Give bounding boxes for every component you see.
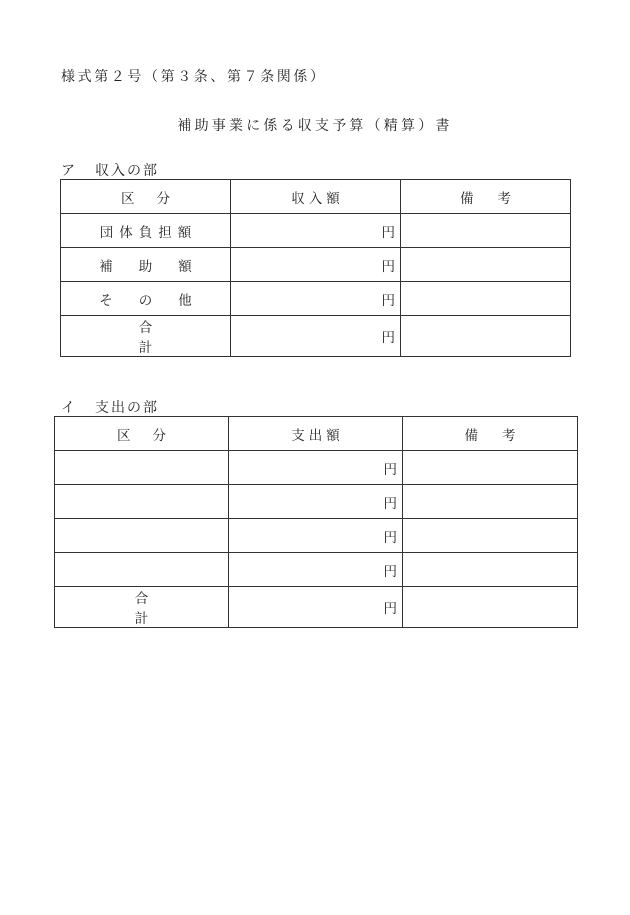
income-row-amount: 円 [231, 248, 401, 282]
expense-row [55, 553, 578, 587]
expense-row [55, 451, 578, 485]
expense-header-row [55, 417, 578, 451]
income-total-row [61, 316, 571, 357]
income-row [61, 248, 571, 282]
income-total-label: 合計 [61, 316, 231, 357]
income-table [60, 179, 571, 357]
income-col-note: 備考 [401, 180, 571, 214]
expense-row-note [403, 451, 578, 485]
expense-total-row [55, 587, 578, 628]
expense-row-amount: 円 [229, 485, 403, 519]
income-heading-label: 収入の部 [95, 163, 159, 179]
document-title: 補助事業に係る収支予算（精算）書 [177, 118, 453, 134]
form-number: 様式第２号（第３条、第７条関係） [61, 69, 327, 85]
income-row-amount: 円 [231, 282, 401, 316]
expense-section-heading [61, 397, 159, 417]
expense-row-amount: 円 [229, 519, 403, 553]
income-row-note [401, 282, 571, 316]
income-heading-kana: ア [61, 163, 77, 179]
expense-row-category [55, 485, 229, 519]
income-col-category: 区分 [61, 180, 231, 214]
income-section-heading [61, 160, 159, 180]
expense-row-category [55, 519, 229, 553]
income-total-note [401, 316, 571, 357]
expense-row-note [403, 485, 578, 519]
income-row [61, 282, 571, 316]
income-row [61, 214, 571, 248]
income-row-amount: 円 [231, 214, 401, 248]
expense-total-label: 合計 [55, 587, 229, 628]
income-row-note [401, 214, 571, 248]
expense-row [55, 519, 578, 553]
income-total-amount: 円 [231, 316, 401, 357]
income-row-category: 団体負担額 [61, 214, 231, 248]
expense-table [54, 416, 578, 628]
expense-row-note [403, 519, 578, 553]
expense-row-note [403, 553, 578, 587]
income-row-category: 補助額 [61, 248, 231, 282]
income-header-row [61, 180, 571, 214]
expense-heading-label: 支出の部 [95, 400, 159, 416]
expense-row-category [55, 553, 229, 587]
expense-row [55, 485, 578, 519]
expense-col-note: 備考 [403, 417, 578, 451]
income-row-note [401, 248, 571, 282]
expense-total-note [403, 587, 578, 628]
expense-row-amount: 円 [229, 451, 403, 485]
expense-col-category: 区分 [55, 417, 229, 451]
expense-total-amount: 円 [229, 587, 403, 628]
expense-row-amount: 円 [229, 553, 403, 587]
expense-heading-kana: イ [61, 400, 77, 416]
expense-row-category [55, 451, 229, 485]
income-col-amount: 収入額 [231, 180, 401, 214]
income-row-category: その他 [61, 282, 231, 316]
expense-col-amount: 支出額 [229, 417, 403, 451]
